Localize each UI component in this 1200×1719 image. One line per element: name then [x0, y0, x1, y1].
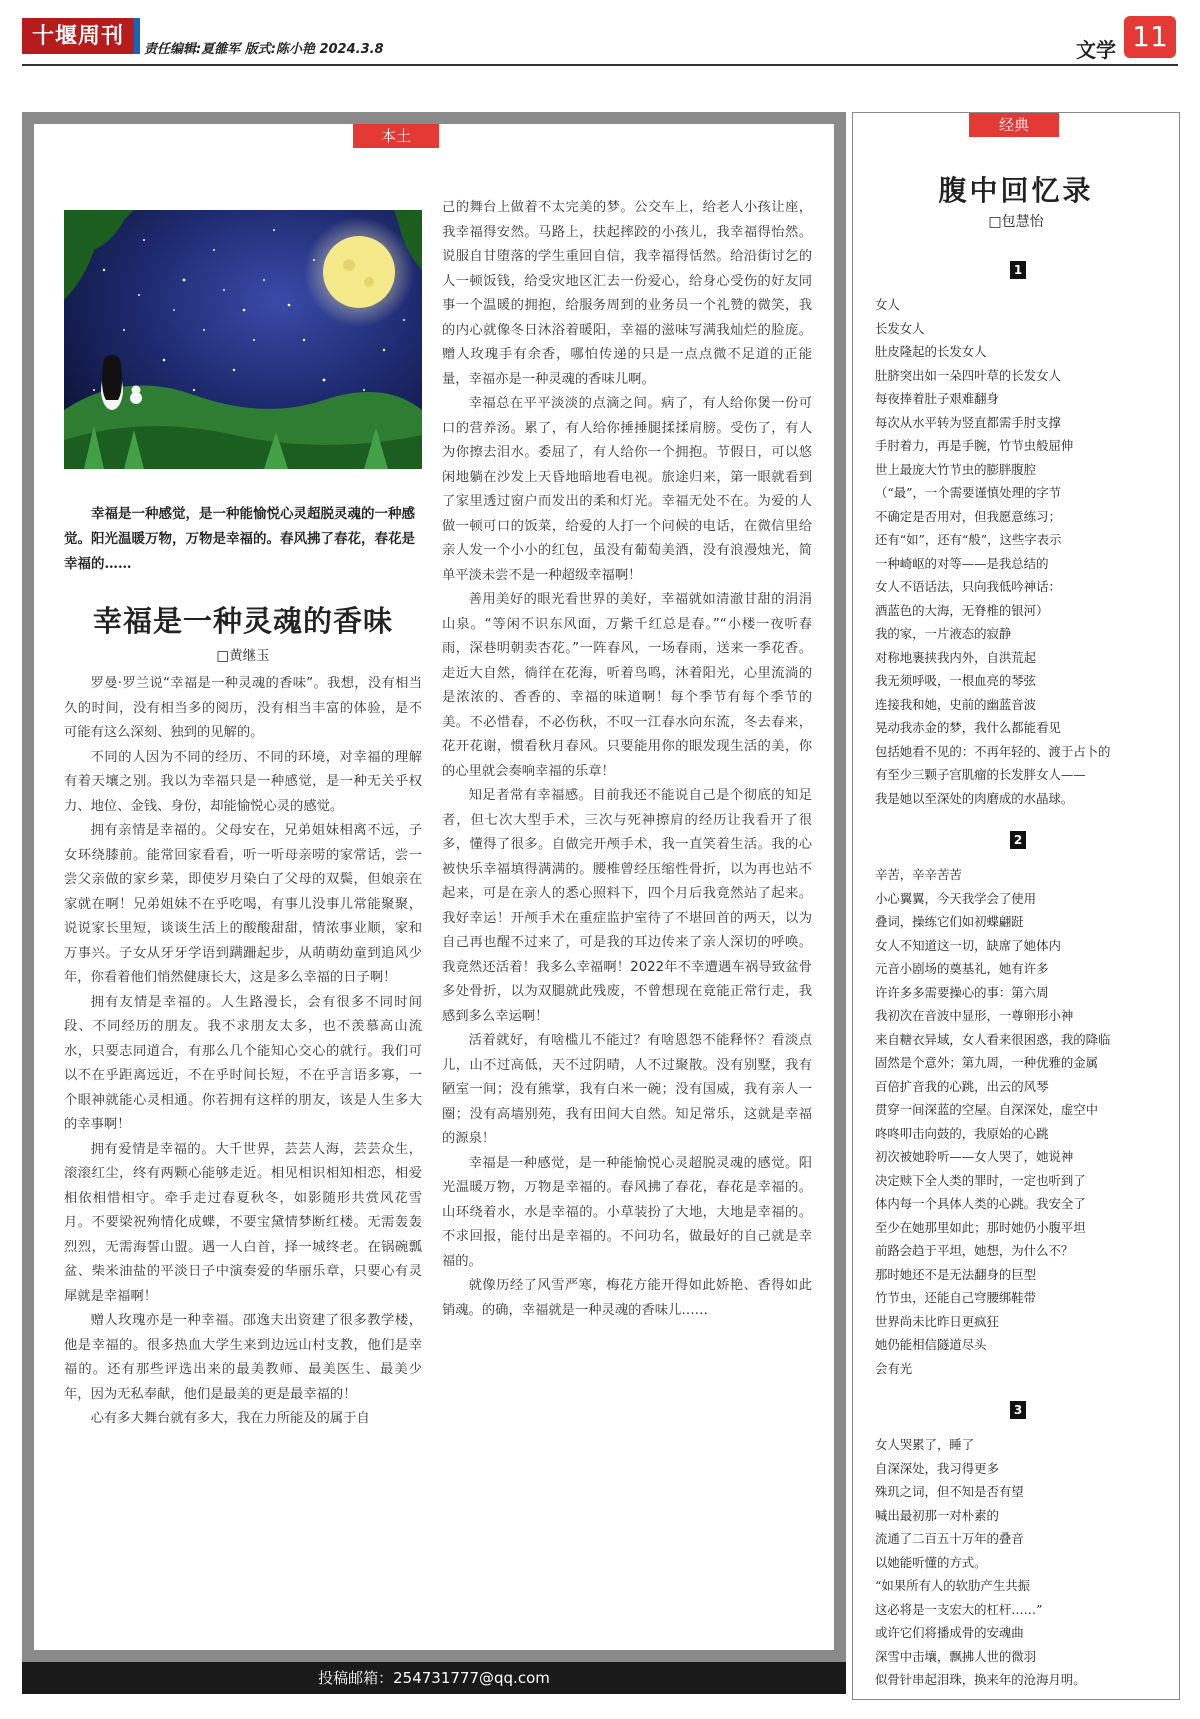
poem-line: 自深深处，我习得更多	[875, 1460, 999, 1476]
masthead-logo: 十堰周刊	[22, 18, 140, 54]
poem-line: 固然是个意外；第九周，一种优雅的金属	[875, 1055, 1099, 1070]
poem-line: 殊玑之词，但不知是否有望	[875, 1484, 1024, 1499]
poem-line: 会有光	[875, 1360, 913, 1376]
poem-line: 包括她看不见的：不再年轻的、渡于占卜的	[875, 743, 1111, 759]
poem-line: 我初次在音波中显形，一尊卵形小神	[875, 1008, 1074, 1023]
paragraph: 拥有友情是幸福的。人生路漫长，会有很多不同时间段、不同经历的朋友。我不求朋友太多，也不羡慕高山流水，只要志同道合，有那么几个能知心交心的就行。我们可以不在乎距离远近，不在乎时间长短，不在乎言语多寡，一个眼神就能心灵相通。你若拥有这样的朋友，该是人生多大的幸事啊！	[64, 994, 422, 1132]
poem-author: □包慧怡	[988, 214, 1044, 230]
left-article-frame	[22, 112, 846, 1662]
poem-line: 小心翼翼，今天我学会了使用	[875, 890, 1037, 906]
paragraph: 拥有亲情是幸福的。父母安在，兄弟姐妹相离不远，子女环绕膝前。能常回家看看，听一听母亲唠的家常话，尝一尝父亲做的家乡菜，即使岁月染白了父母的双鬓，但娘亲在家就在啊！兄弟姐妹不在乎吃喝，有事儿没事儿常能聚聚，说说家长里短，谈谈生活上的酸酸甜甜，情浓事业顺，家和万事兴。子女从牙牙学语到蹒跚起步，从萌萌幼童到追风少年，你看着他们悄然健康长大，这是多么幸福的日子啊！	[64, 823, 422, 985]
poem-line: 体内每一个具体人类的心跳。我安全了	[875, 1196, 1086, 1211]
poem-line: 辛苦，辛辛苦苦	[875, 867, 962, 882]
paragraph: 善用美好的眼光看世界的美好，幸福就如清澈甘甜的涓涓山泉。“等闲不识东风面，万紫千红总是春。”“小楼一夜听春雨，深巷明朝卖杏花。”一阵春风，一场春雨，送来一季花香。走近大自然，徜徉在花海，听着鸟鸣，沐着阳光，心里流淌的是浓浓的、香香的、幸福的味道啊！每个季节有每个季节的美。不必惜春，不必伤秋，不叹一江春水向东流，冬去春来，花开花谢，惯看秋月春风。只要能用你的眼发现生活的美，你的心里就会奏响幸福的乐章！	[442, 592, 812, 779]
night-sky-illustration	[64, 210, 422, 469]
poem-line: 不确定是否用对，但我愿意练习；	[875, 508, 1061, 524]
poem-line: 前路会趋于平坦，她想，为什么不？	[875, 1243, 1074, 1258]
right-poem-frame	[852, 112, 1180, 1700]
poem-line: 叠词，操练它们如初蝶翩跹	[875, 914, 1024, 929]
poem-line: 她仍能相信隧道尽头	[875, 1337, 987, 1352]
paragraph: 拥有爱情是幸福的。大千世界，芸芸人海，芸芸众生，滚滚红尘，终有两颗心能够走近。相见相识相知相恋，相爱相依相惜相守。牵手走过春夏秋冬，如影随形共赏风花雪月。不要梁祝殉情化成蝶，不要宝黛情梦断红楼。无需轰轰烈烈，无需海誓山盟。遇一人白首，择一城终老。在锅碗瓢盆、柴米油盐的平淡日子中演奏爱的华丽乐章，只要心有灵犀就是幸福啊！	[64, 1141, 422, 1304]
poem-line: 喊出最初那一对朴素的	[875, 1507, 999, 1523]
section-tag-jingdian: 经典	[969, 113, 1059, 137]
paragraph: 幸福是一种感觉，是一种能愉悦心灵超脱灵魂的感觉。阳光温暖万物，万物是幸福的。春风拂了春花，春花是幸福的。山环绕着水，水是幸福的。小草装扮了大地，大地是幸福的。不求回报，能付出是幸福的。不问功名，做最好的自己就是幸福的。	[442, 1155, 812, 1269]
poem-line: 或许它们将播成骨的安魂曲	[875, 1625, 1024, 1640]
paragraph: 己的舞台上做着不太完美的梦。公交车上，给老人小孩让座，我幸福得安然。马路上，扶起摔跤的小孩儿，我幸福得怡然。说服自甘堕落的学生重回自信，我幸福得恬然。给沿街讨乞的人一顿饭钱，给受灾地区汇去一份爱心，给身心受伤的好友同事一个温暖的拥抱，给服务周到的业务员一个礼赞的微笑，我的内心就像冬日沐浴着暖阳，幸福的滋味写满我灿烂的脸庞。赠人玫瑰手有余香，哪怕传递的只是一点点微不足道的正能量，幸福亦是一种灵魂的香味儿啊。	[442, 200, 812, 387]
poem-line: 来自糖衣异域，女人看来很困惑，我的降临	[875, 1031, 1111, 1047]
poem-line: 对称地裹挟我内外，自洪荒起	[875, 649, 1037, 665]
page-number: 11	[1124, 16, 1176, 58]
poem-line: 手肘着力，再是手腕，竹节虫般屈伸	[875, 438, 1074, 453]
poem-line: 元音小剧场的奠基礼，她有许多	[875, 961, 1049, 976]
poem-line: 那时她还不是无法翻身的巨型	[875, 1266, 1037, 1282]
poem-line: 女人不知道这一切，缺席了她体内	[875, 937, 1061, 953]
poem-line: （“最”，一个需要谨慎处理的字节	[875, 485, 1062, 500]
poem-line: 我是她以至深处的肉磨成的水晶球。	[875, 790, 1074, 806]
poem-line: 我的家，一片液态的寂静	[875, 626, 1012, 641]
section-number-2: 2	[1010, 831, 1026, 849]
poem-line: 初次被她聆听——女人哭了，她说神	[875, 1149, 1074, 1164]
poem-stanza-3	[875, 1433, 1171, 1692]
poem-stanza-1	[875, 293, 1171, 810]
section-title: 文学	[1076, 38, 1116, 62]
section-number-3: 3	[1010, 1401, 1026, 1419]
poem-line: 贯穿一间深蓝的空屋。自深深处，虚空中	[875, 1102, 1099, 1117]
poem-line: 决定赎下全人类的罪时，一定也听到了	[875, 1172, 1086, 1188]
paragraph: 罗曼·罗兰说“幸福是一种灵魂的香味”。我想，没有相当久的时间，没有相当多的阅历，没有相当丰富的体验，是不可能有这么深刻、独到的见解的。	[64, 676, 422, 740]
paragraph: 幸福总在平平淡淡的点滴之间。病了，有人给你煲一份可口的营养汤。累了，有人给你捶捶腿揉揉肩膀。受伤了，有人为你擦去泪水。委屈了，有人给你一个拥抱。节假日，可以悠闲地躺在沙发上天昏地暗地看电视。旅途归来，第一眼就看到了家里透过窗户而发出的柔和灯光。幸福无处不在。为爱的人做一顿可口的饭菜，给爱的人打一个问候的电话，在微信里给亲人发一个小小的红包，虽没有葡萄美酒，没有浪漫烛光，简单平淡未尝不是一种超级幸福啊！	[442, 396, 812, 583]
section-tag-bentu: 本土	[353, 124, 439, 148]
poem-line: 女人哭累了，睡了	[875, 1437, 975, 1452]
poem-line: 深雪中击壤，飘拂人世的微羽	[875, 1648, 1037, 1664]
poem-stanza-2	[875, 863, 1171, 1380]
poem-line: 肚皮隆起的长发女人	[875, 344, 987, 359]
poem-line: 至少在她那里如此；那时她仍小腹平坦	[875, 1219, 1086, 1235]
poem-line: 百倍扩音我的心跳，出云的风琴	[875, 1078, 1049, 1094]
article-lead: 幸福是一种感觉，是一种能愉悦心灵超脱灵魂的一种感觉。阳光温暖万物，万物是幸福的。春风拂了春花，春花是幸福的……	[64, 506, 415, 572]
poem-line: 流通了二百五十万年的叠音	[875, 1531, 1024, 1546]
left-article	[34, 124, 834, 1650]
paragraph: 赠人玫瑰亦是一种幸福。邵逸夫出资建了很多教学楼，他是幸福的。很多热血大学生来到边远山村支教，他们是幸福的。还有那些评选出来的最美教师、最美医生、最美少年，因为无私奉献，他们是最美的更是最幸福的！	[64, 1313, 422, 1402]
poem-line: 许许多多需要操心的事：第六周	[875, 984, 1049, 1000]
poem-line: 世上最庞大竹节虫的膨胖腹腔	[875, 461, 1037, 477]
poem-line: 晃动我赤金的梦，我什么都能看见	[875, 720, 1061, 735]
paragraph: 不同的人因为不同的经历、不同的环境，对幸福的理解有着天壤之别。我以为幸福只是一种感觉，是一种无关乎权力、地位、金钱、身份，却能愉悦心灵的感觉。	[64, 749, 422, 814]
page-header	[22, 16, 1178, 66]
editor-credits: 责任编辑:夏雒军 版式:陈小艳 2024.3.8	[144, 42, 384, 57]
poem-line: 一种崎岖的对等——是我总结的	[875, 555, 1049, 571]
poem-line: 似骨针串起泪珠，换来年的沧海月明。	[875, 1672, 1086, 1687]
poem-line: 连接我和她，史前的幽蓝音波	[875, 696, 1037, 712]
submission-email-bar: 投稿邮箱：254731777@qq.com	[22, 1662, 846, 1694]
poem-line: 还有“如”，还有“般”，这些字表示	[875, 532, 1062, 547]
poem-line: 这必将是一支宏大的杠杆……”	[875, 1601, 1043, 1617]
article-column-2	[442, 196, 812, 1323]
poem-line: “如果所有人的软肋产生共振	[875, 1578, 1031, 1593]
section-number-1: 1	[1010, 261, 1026, 279]
poem-line: 肚脐突出如一朵四叶草的长发女人	[875, 367, 1061, 383]
poem-line: 竹节虫，还能自己穹腰绑鞋带	[875, 1290, 1037, 1305]
poem-line: 女人	[875, 297, 900, 312]
poem-line: 每次从水平转为竖直都需手肘支撑	[875, 414, 1061, 430]
poem-line: 以她能听懂的方式。	[875, 1554, 987, 1570]
poem-title: 腹中回忆录	[938, 174, 1094, 207]
poem-line: 世界尚未比昨日更疯狂	[875, 1313, 999, 1329]
article-column-1	[64, 672, 422, 1432]
poem-line: 长发女人	[875, 320, 925, 336]
paragraph: 就像历经了风雪严寒，梅花方能开得如此娇艳、香得如此销魂。的确，幸福就是一种灵魂的香味儿……	[442, 1278, 812, 1318]
paragraph: 知足者常有幸福感。目前我还不能说自己是个彻底的知足者，但七次大型手术，三次与死神擦肩的经历让我看开了很多，懂得了很多。自做完开颅手术，我一直笑着生活。我的心被快乐幸福填得满满的。腰椎曾经压缩性骨折，以为再也站不起来，可是在亲人的悉心照料下，四个月后我竟然站了起来。我好幸运！开颅手术在重症监护室待了不堪回首的两天，以为自己再也醒不过来了，可是我的耳边传来了亲人深切的呼唤。我竟然还活着！我多么幸福啊！2022年不幸遭遇车祸导致盆骨多处骨折，以为双腿就此残废，不曾想现在竟能正常行走，我感到多么幸运啊！	[442, 788, 812, 1024]
poem-line: 每夜捧着肚子艰难翻身	[875, 391, 999, 406]
poem-line: 女人不语话法，只向我低吟神话：	[875, 579, 1061, 594]
poem-line: 酒蓝色的大海，无脊椎的银河）	[875, 602, 1049, 618]
paragraph: 活着就好，有啥槛儿不能过？有啥恩怨不能释怀？看淡点儿，山不过高低，天不过阴晴，人不过聚散。没有别墅，我有陋室一间；没有熊掌，我有白米一碗；没有国威，我有亲人一圈；没有高墙别苑，我有田间大自然。知足常乐，这就是幸福的源泉！	[442, 1033, 812, 1146]
poem-line: 咚咚叩击向鼓的，我原始的心跳	[875, 1125, 1049, 1141]
article-author: □黄继玉	[216, 648, 270, 664]
paragraph: 心有多大舞台就有多大，我在力所能及的属于自	[90, 1411, 370, 1426]
poem-line: 我无须呼吸，一根血亮的琴弦	[875, 673, 1037, 688]
article-title: 幸福是一种灵魂的香味	[92, 604, 393, 638]
poem-line: 有至少三颗子宫肌瘤的长发胖女人——	[875, 767, 1086, 782]
